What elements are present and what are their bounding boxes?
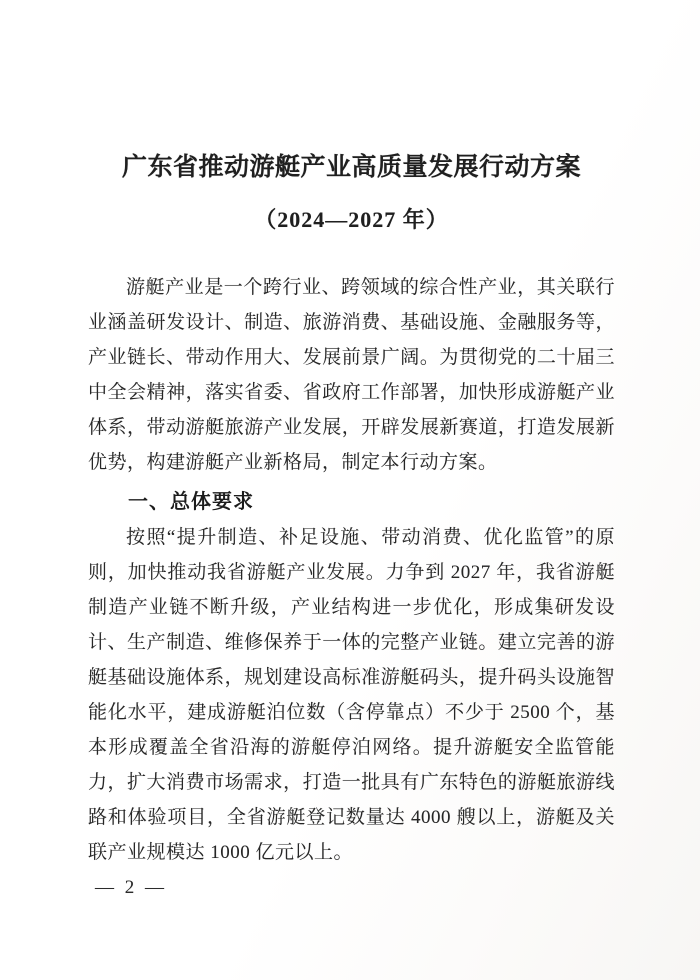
document-title: 广东省推动游艇产业高质量发展行动方案 bbox=[121, 154, 581, 181]
document-content bbox=[88, 0, 615, 870]
section-1-paragraph: 按照“提升制造、补足设施、带动消费、优化监管”的原则，加快推动我省游艇产业发展。力争到 2027 年，我省游艇制造产业链不断升级，产业结构进一步优化，形成集研发设计、生产制造、维修保养于一体的完整产业链。建立完善的游艇基础设施体系，规划建设高标准游艇码头，提升码头设施智能化水平，建成游艇泊位数（含停靠点）不少于 2500 个，基本形成覆盖全省沿海的游艇停泊网络。提升游艇安全监管能力，扩大消费市场需求，打造一批具有广东特色的游艇旅游线路和体验项目，全省游艇登记数量达 4000 艘以上，游艇及关联产业规模达 1000 亿元以上。 bbox=[88, 527, 615, 863]
document-subtitle: （2024—2027 年） bbox=[254, 207, 449, 232]
intro-paragraph: 游艇产业是一个跨行业、跨领域的综合性产业，其关联行业涵盖研发设计、制造、旅游消费、基础设施、金融服务等，产业链长、带动作用大、发展前景广阔。为贯彻党的二十届三中全会精神，落实省委、省政府工作部署，加快形成游艇产业体系，带动游艇旅游产业发展，开辟发展新赛道，打造发展新优势，构建游艇产业新格局，制定本行动方案。 bbox=[88, 277, 615, 473]
page-number: — 2 — bbox=[95, 877, 167, 898]
section-1-heading: 一、总体要求 bbox=[128, 491, 254, 513]
